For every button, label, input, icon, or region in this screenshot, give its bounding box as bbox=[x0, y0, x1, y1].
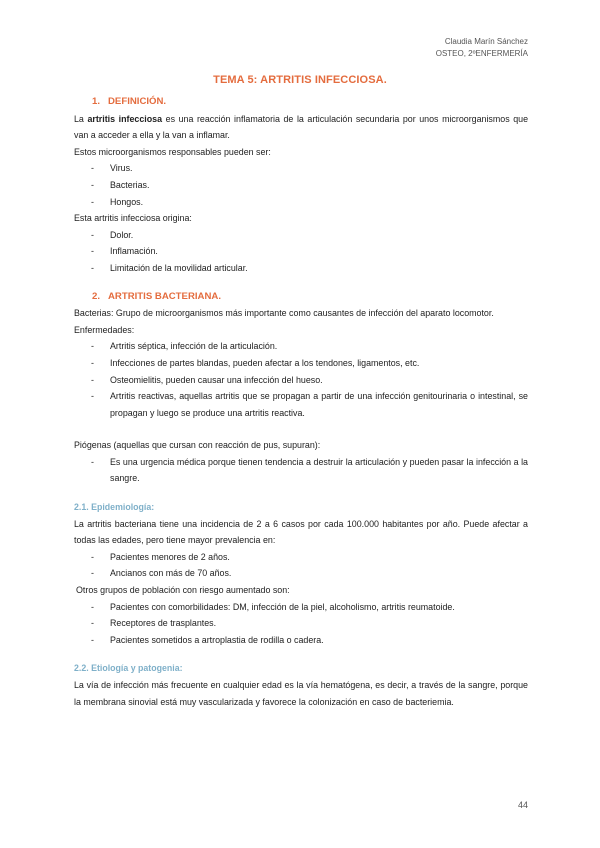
epidemiology-paragraph: La artritis bacteriana tiene una incidencia de 2 a 6 casos por cada 100.000 habitantes por año. Puede afectar a todas las edades, pero tiene mayor prevalencia en: bbox=[74, 518, 528, 546]
list-item: - Pacientes con comorbilidades: DM, infección de la piel, alcoholismo, artritis reumatoide. bbox=[74, 599, 528, 616]
list-item: - Dolor. bbox=[74, 227, 528, 244]
list-item: - Ancianos con más de 70 años. bbox=[74, 565, 528, 582]
list-item: - Osteomielitis, pueden causar una infección del hueso. bbox=[74, 372, 528, 389]
risk-intro: Otros grupos de población con riesgo aumentado son: bbox=[76, 585, 290, 596]
list-item: - Pacientes menores de 2 años. bbox=[74, 549, 528, 566]
pyogenic-list bbox=[74, 454, 528, 487]
definition-paragraph: La artritis infecciosa es una reacción inflamatoria de la articulación secundaria por unos microorganismos que van a acceder a ella y la van a inflamar. bbox=[74, 113, 529, 141]
pyogenic-intro: Piógenas (aquellas que cursan con reacción de pus, supuran): bbox=[74, 440, 321, 451]
etiology-paragraph: La vía de infección más frecuente en cualquier edad es la vía hematógena, es decir, a través de la sangre, porque la membrana sinovial está muy vascularizada y favorece la colonización en caso de bacteriemia. bbox=[74, 680, 528, 707]
list-item: - Virus. bbox=[74, 160, 528, 177]
section-heading-definicion: 1. DEFINICIÓN. bbox=[92, 96, 167, 107]
list-item: - Hongos. bbox=[74, 194, 528, 211]
definition-term: artritis infecciosa bbox=[87, 113, 163, 124]
diseases-list bbox=[74, 338, 528, 421]
document-body bbox=[74, 94, 528, 710]
list-item: - Bacterias. bbox=[74, 177, 528, 194]
list-item: - Artritis reactivas, aquellas artritis que se propagan a partir de una infección genitourinaria o intestinal, se propagan y luego se produce una artritis reactiva. bbox=[74, 388, 528, 421]
course-name: OSTEO, 2ºENFERMERÍA bbox=[435, 49, 528, 58]
list-item: - Inflamación. bbox=[74, 243, 528, 260]
list-item: - Receptores de trasplantes. bbox=[74, 615, 528, 632]
causes-intro: Estos microorganismos responsables pueden ser: bbox=[74, 146, 271, 157]
page-header bbox=[436, 36, 528, 60]
causes-list bbox=[74, 160, 528, 210]
effects-intro: Esta artritis infecciosa origina: bbox=[74, 213, 192, 224]
effects-list bbox=[74, 227, 528, 277]
diseases-intro: Enfermedades: bbox=[74, 324, 135, 335]
subsection-heading-etiologia: 2.2. Etiología y patogenia: bbox=[74, 663, 183, 674]
author-name: Claudia Marín Sánchez bbox=[444, 37, 528, 46]
risk-list bbox=[74, 599, 528, 649]
list-item: - Es una urgencia médica porque tienen tendencia a destruir la articulación y pueden pasar la infección a la sangre. bbox=[74, 454, 528, 487]
subsection-heading-epidemiologia: 2.1. Epidemiología: bbox=[74, 502, 155, 513]
prevalence-list bbox=[74, 549, 528, 582]
section-heading-artritis-bacteriana: 2. ARTRITIS BACTERIANA. bbox=[92, 290, 221, 302]
list-item: - Infecciones de partes blandas, pueden afectar a los tendones, ligamentos, etc. bbox=[74, 355, 528, 372]
bacteria-paragraph: Bacterias: Grupo de microorganismos más importante como causantes de infección del aparato locomotor. bbox=[74, 308, 494, 319]
page-number: 44 bbox=[517, 800, 528, 810]
list-item: - Artritis séptica, infección de la articulación. bbox=[74, 338, 528, 355]
list-item: - Pacientes sometidos a artroplastia de rodilla o cadera. bbox=[74, 632, 528, 649]
page-title: TEMA 5: ARTRITIS INFECCIOSA. bbox=[213, 74, 387, 86]
list-item: - Limitación de la movilidad articular. bbox=[74, 260, 528, 277]
